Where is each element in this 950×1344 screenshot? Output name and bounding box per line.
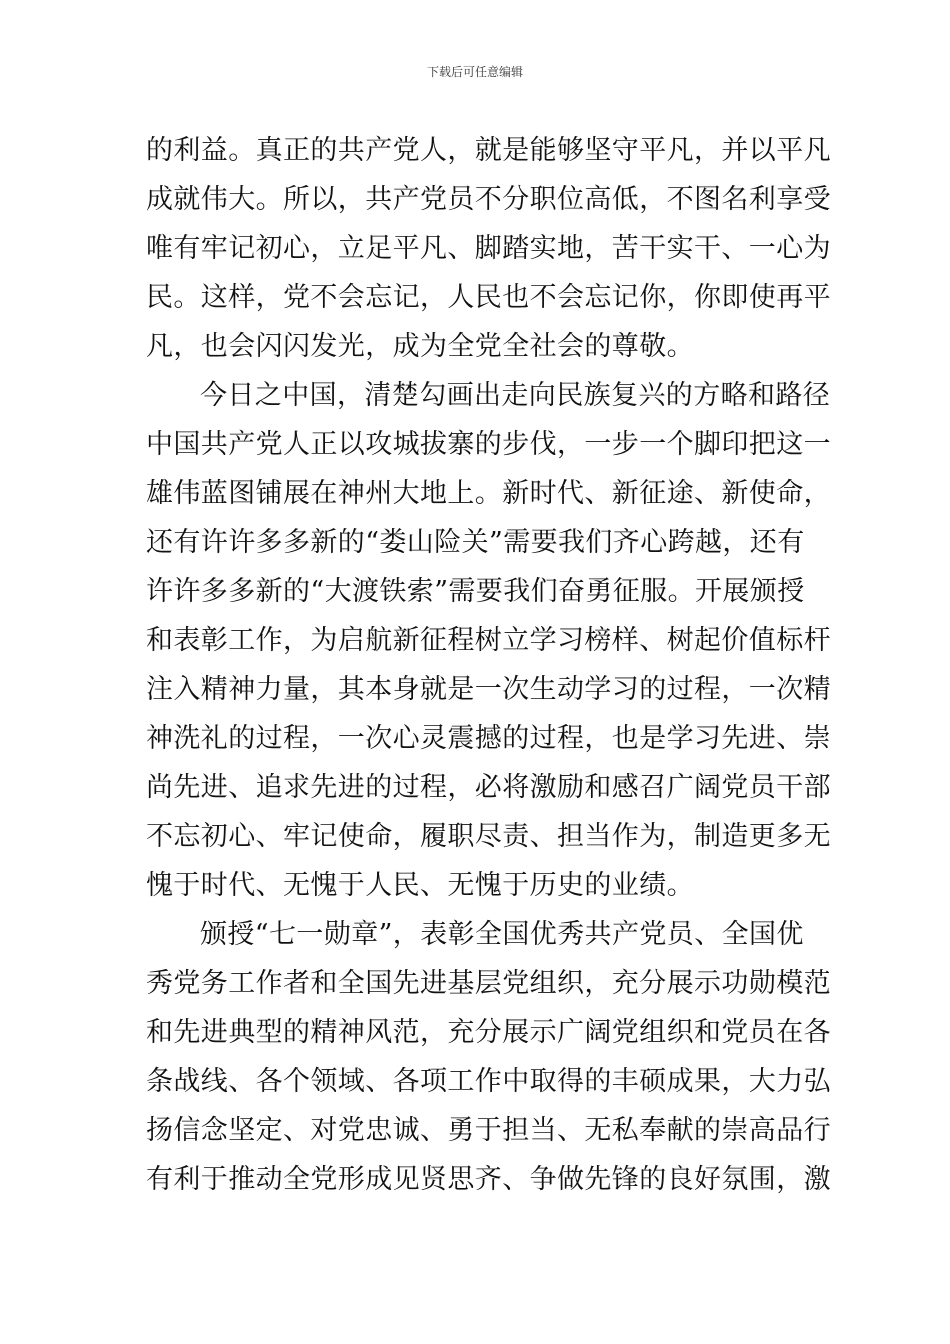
- text-line: 愧于时代、无愧于人民、无愧于历史的业绩。: [146, 870, 694, 901]
- text-line: 的利益。真正的共产党人，就是能够坚守平凡，并以平凡: [146, 135, 831, 166]
- paragraph: [146, 371, 831, 910]
- text-line: 今日之中国，清楚勾画出走向民族复兴的方略和路径: [200, 380, 831, 411]
- text-line: 还有许许多多新的“娄山险关”需要我们齐心跨越，还有: [146, 527, 805, 558]
- text-line: 成就伟大。所以，共产党员不分职位高低，不图名利享受: [146, 184, 831, 215]
- text-line: 中国共产党人正以攻城拔寨的步伐，一步一个脚印把这一: [146, 429, 831, 460]
- text-line: 和先进典型的精神风范，充分展示广阔党组织和党员在各: [146, 1017, 831, 1048]
- paragraph: [146, 910, 831, 1204]
- text-line: 条战线、各个领域、各项工作中取得的丰硕成果，大力弘: [146, 1066, 831, 1097]
- text-line: 雄伟蓝图铺展在神州大地上。新时代、新征途、新使命，: [146, 478, 831, 509]
- text-line: 不忘初心、牢记使命，履职尽责、担当作为，制造更多无: [146, 821, 831, 852]
- text-line: 神洗礼的过程，一次心灵震撼的过程，也是学习先进、崇: [146, 723, 831, 754]
- text-line: 秀党务工作者和全国先进基层党组织，充分展示功勋模范: [146, 968, 831, 999]
- text-line: 许许多多新的“大渡铁索”需要我们奋勇征服。开展颁授: [146, 576, 805, 607]
- text-line: 和表彰工作，为启航新征程树立学习榜样、树起价值标杆: [146, 625, 831, 656]
- text-line: 唯有牢记初心，立足平凡、脚踏实地，苦干实干、一心为: [146, 233, 831, 264]
- text-line: 有利于推动全党形成见贤思齐、争做先锋的良好氛围，激: [146, 1164, 831, 1195]
- page-header: 下载后可任意编辑: [426, 65, 523, 79]
- text-line: 扬信念坚定、对党忠诚、勇于担当、无私奉献的崇高品行: [146, 1115, 831, 1146]
- text-line: 民。这样，党不会忘记，人民也不会忘记你，你即使再平: [146, 282, 831, 313]
- text-line: 颁授“七一勋章”，表彰全国优秀共产党员、全国优: [200, 919, 804, 950]
- paragraph: [146, 126, 831, 371]
- document-body: [146, 126, 831, 1204]
- text-line: 凡，也会闪闪发光，成为全党全社会的尊敬。: [146, 331, 694, 362]
- text-line: 尚先进、追求先进的过程，必将激励和感召广阔党员干部: [146, 772, 831, 803]
- text-line: 注入精神力量，其本身就是一次生动学习的过程，一次精: [146, 674, 831, 705]
